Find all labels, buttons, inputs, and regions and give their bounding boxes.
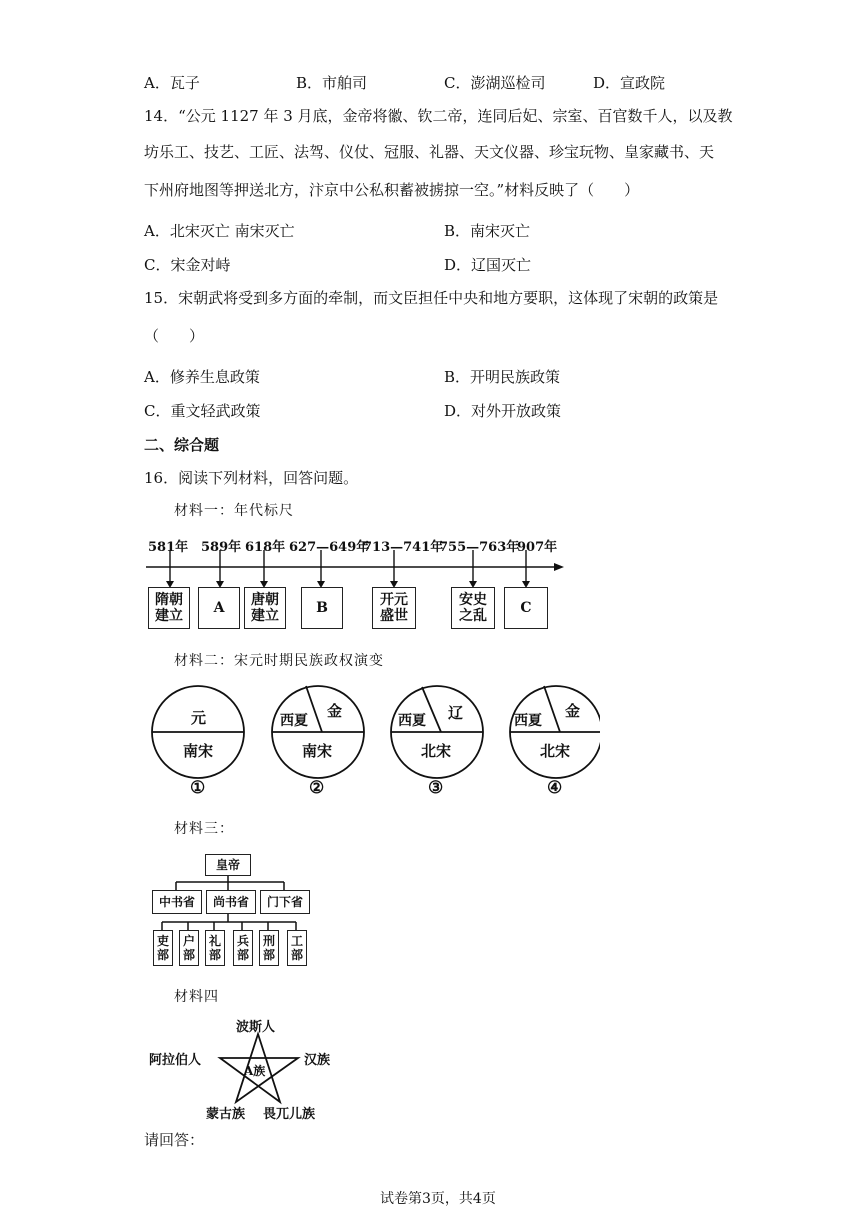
circle3-top-left: 西夏 <box>398 713 426 729</box>
q13-option-d: D．宣政院 <box>593 74 666 92</box>
q14-option-c: C．宋金对峙 <box>144 256 231 274</box>
q15-option-a: A．修养生息政策 <box>144 368 260 386</box>
dept-shangshu <box>206 890 256 914</box>
timeline-box-a <box>198 587 240 629</box>
circle4-top-right: 金 <box>565 702 581 720</box>
timeline-box-sui-l1: 隋朝 <box>155 592 183 608</box>
timeline-box-b-label: B <box>316 600 328 616</box>
emperor-label: 皇帝 <box>215 858 240 872</box>
material3-title: 材料三： <box>174 821 234 837</box>
ministry-1-c1: 吏 <box>156 934 169 948</box>
dept-menxia <box>260 890 310 914</box>
circle3-bottom: 北宋 <box>421 742 452 760</box>
circle3-num: ③ <box>428 778 444 798</box>
circle2-top-right: 金 <box>327 702 343 720</box>
q15-option-b: B．开明民族政策 <box>444 368 561 386</box>
q14-option-d: D．辽国灭亡 <box>444 256 532 274</box>
ministry-bing <box>233 930 253 966</box>
q13-option-b: B．市舶司 <box>296 74 368 92</box>
circle2-num: ② <box>309 778 325 798</box>
timeline-year-713: 713—741年 <box>363 540 444 555</box>
timeline-box-sui-l2: 建立 <box>155 608 183 624</box>
ministry-4-c2: 部 <box>236 948 249 962</box>
ministry-6-c2: 部 <box>290 948 303 962</box>
star-center-label: A族 <box>244 1064 266 1078</box>
material1-title: 材料一：年代标尺 <box>174 503 294 519</box>
timeline-box-tang-l1: 唐朝 <box>251 592 279 608</box>
timeline-box-b <box>301 587 343 629</box>
circle1-num: ① <box>190 778 206 798</box>
q14-option-a: A．北宋灭亡 南宋灭亡 <box>144 222 295 240</box>
ministry-li-personnel <box>153 930 173 966</box>
timeline-box-c <box>504 587 548 629</box>
timeline-box-tang <box>244 587 286 629</box>
timeline-year-589: 589年 <box>201 540 242 555</box>
q16-intro: 16．阅读下列材料，回答问题。 <box>144 469 359 487</box>
circle3-top-right: 辽 <box>448 704 464 722</box>
circle1-bottom: 南宋 <box>183 742 214 760</box>
q14-option-b: B．南宋灭亡 <box>444 222 531 240</box>
timeline-year-907: 907年 <box>517 540 558 555</box>
circle4-top-left: 西夏 <box>514 713 542 729</box>
circle2-top-left: 西夏 <box>280 713 308 729</box>
timeline-year-755: 755—763年 <box>439 540 520 555</box>
circle4-num: ④ <box>547 778 563 798</box>
material4-title: 材料四 <box>174 989 219 1005</box>
star-bottom-right-label: 畏兀儿族 <box>263 1107 316 1122</box>
timeline-year-627: 627—649年 <box>289 540 370 555</box>
dept-menxia-label: 门下省 <box>266 895 303 909</box>
timeline-year-581: 581年 <box>148 540 189 555</box>
q13-option-c: C．澎湖巡检司 <box>444 74 546 92</box>
answer-prompt: 请回答： <box>144 1131 205 1149</box>
q14-stem-line3: 下州府地图等押送北方，汴京中公私积蓄被掳掠一空。”材料反映了（ ） <box>144 181 640 199</box>
timeline-year-618: 618年 <box>245 540 286 555</box>
ministry-3-c1: 礼 <box>208 934 221 948</box>
timeline-box-anshi-l1: 安史 <box>459 592 487 608</box>
ministry-6-c1: 工 <box>290 934 303 948</box>
material2-title: 材料二：宋元时期民族政权演变 <box>174 653 384 669</box>
timeline-box-sui <box>148 587 190 629</box>
circle1-top: 元 <box>191 709 207 727</box>
page-footer: 试卷第3页，共4页 <box>380 1191 496 1207</box>
timeline-box-kaiyuan-l2: 盛世 <box>380 608 408 624</box>
ministry-3-c2: 部 <box>208 948 221 962</box>
ministry-5-c2: 部 <box>262 948 275 962</box>
q15-stem-line2: （ ） <box>144 327 205 345</box>
star-right-label: 汉族 <box>304 1053 331 1068</box>
timeline-box-kaiyuan-l1: 开元 <box>380 592 408 608</box>
timeline-box-kaiyuan <box>372 587 416 629</box>
timeline-box-anshi-l2: 之乱 <box>459 608 487 624</box>
circle2-bottom: 南宋 <box>302 742 333 760</box>
ministry-li-rites <box>205 930 225 966</box>
ministry-4-c1: 兵 <box>236 934 249 948</box>
section-title: 二、综合题 <box>144 436 220 454</box>
ministry-2-c2: 部 <box>182 948 195 962</box>
q15-option-d: D．对外开放政策 <box>444 402 562 420</box>
q14-stem-line1: 14．“公元 1127 年 3 月底，金帝将徽、钦二帝，连同后妃、宗室、百官数千人，以及教 <box>144 107 733 125</box>
timeline-box-c-label: C <box>520 600 532 616</box>
star-bottom-left-label: 蒙古族 <box>206 1107 246 1122</box>
star-top-label: 波斯人 <box>236 1020 276 1035</box>
dept-zhongshu <box>152 890 202 914</box>
ministry-gong <box>287 930 307 966</box>
circle4-bottom: 北宋 <box>540 742 571 760</box>
q15-option-c: C．重文轻武政策 <box>144 402 261 420</box>
q15-stem-line1: 15．宋朝武将受到多方面的牵制，而文臣担任中央和地方要职，这体现了宋朝的政策是 <box>144 289 719 307</box>
ministry-xing <box>259 930 279 966</box>
timeline-box-tang-l2: 建立 <box>251 608 279 624</box>
q14-stem-line2: 坊乐工、技艺、工匠、法驾、仪仗、冠服、礼器、天文仪器、珍宝玩物、皇家藏书、天 <box>144 143 715 161</box>
q13-option-a: A．瓦子 <box>144 74 200 92</box>
star-left-label: 阿拉伯人 <box>149 1053 202 1068</box>
ministry-hu <box>179 930 199 966</box>
ministry-1-c2: 部 <box>156 948 169 962</box>
dept-zhongshu-label: 中书省 <box>158 895 195 909</box>
timeline-box-anshi <box>451 587 495 629</box>
ministry-2-c1: 户 <box>182 934 195 948</box>
ministry-5-c1: 刑 <box>262 934 275 948</box>
timeline-box-a-label: A <box>213 600 225 616</box>
emperor-box <box>205 854 251 876</box>
dept-shangshu-label: 尚书省 <box>212 895 249 909</box>
